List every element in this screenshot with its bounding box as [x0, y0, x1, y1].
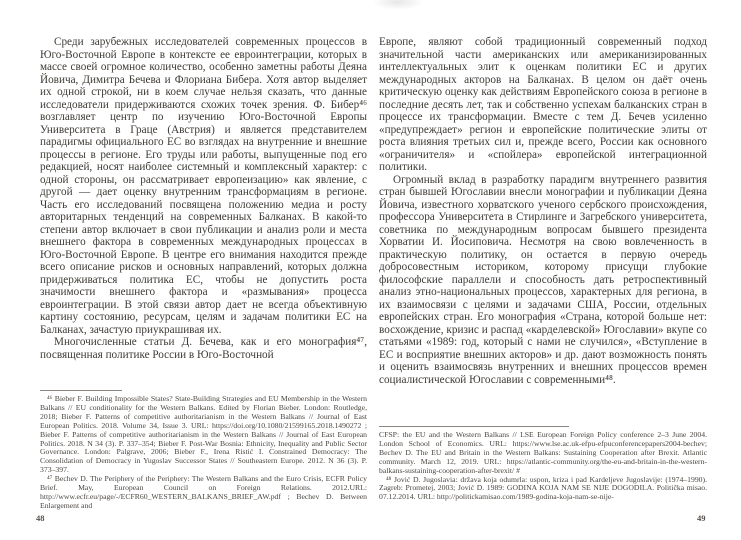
- page-left: [40, 36, 367, 516]
- body-paragraph: Огромный вклад в разработку парадигм внутреннего развития стран бывшей Югославии внесли монографии и публикации Деяна Йовича, известного хорватского ученого сербского происхождения, профессора Университета в Стирлинге и Загребского университета, советника по международным вопросам бывшего президента Хорватии И. Йосиповича. Несмотря на свою вовлеченность в практическую политику, он остается в первую очередь добросовестным историком, которому присущи глубокие философские параллели и способность дать ретроспективный анализ этно-национальных процессов, характерных для региона, в их взаимосвязи с целями и задачами США, России, отдельных европейских стран. Его монография «Страна, которой больше нет: восхождение, кризис и распад «карделевской» Югославии» вкупе со статьями «1989: год, который с нами не случился», «Вступление в ЕС и восприятие внешних акторов» и др. дают возможность понять и оценить взаимосвязь внутренних и внешних процессов времен социалистической Югославии с современными⁴⁸.: [379, 173, 707, 386]
- footnote-separator: [379, 426, 569, 427]
- footnote: ⁴⁶ Bieber F. Building Impossible States? State-Building Strategies and EU Membership in the Western Balkans // EU conditionality for the Western Balkans. Edited by Florian Bieber. London: Routledge, 2018; Bieber F. Patterns of competitive authoritarianism in the Western Balkans // Journal of East European Politics. 2018. Volume 34, Issue 3. URL: https://doi.org/10.1080/21599165.2018.1490272 ; Bieber F. Patterns of competitive authoritarianism in the Western Balkans // Journal of East European Politics. 2018. N 34 (3). P. 337–354; Bieber F. Post-War Bosnia: Ethnicity, Inequality and Public Sector Governance. London: Palgrave, 2006; Bieber F., Irena Ristić I. Constrained Democracy: The Consolidation of Democracy in Yugoslav Successor States // Southeastern Europe. 2012. N 36 (3). P. 373–397.: [40, 394, 367, 475]
- body-paragraph: Среди зарубежных исследователей современных процессов в Юго-Восточной Европе в контексте ее евроинтеграции, которых в массе своей огромное количество, особенно заметны работы Деяна Йовича, Димитра Бечева и Флориана Бибера. Хотя автор выделяет их одной строкой, ни в коем случае нельзя сказать, что данные исследователи придерживаются схожих точек зрения. Ф. Бибер⁴⁶ возглавляет центр по изучению Юго-Восточной Европы Университета в Граце (Австрия) и является представителем парадигмы официального ЕС во взглядах на внутренние и внешние процессы в регионе. Его труды или работы, выпущенные под его редакцией, носят наиболее системный и комплексный характер: с одной стороны, он рассматривает европеизацию» как явление, с другой — дает оценку внутренним трансформациям в регионе. Часть его исследований посвящена положению медиа и росту авторитарных тенденций на современных Балканах. В какой-то степени автор включает в свои публикации и анализ роли и места внешнего фактора в современных международных процессах в Юго-Восточной Европе. В центре его внимания находится прежде всего описание рисков и основных направлений, которых должна придерживаться политика ЕС, чтобы не допустить роста значимости внешнего фактора и «размывания» процесса евроинтеграции. В этой связи автор дает не всегда объективную картину состоянию, ресурсам, целям и задачам политики ЕС на Балканах, зачастую приукрашивая их.: [40, 36, 367, 336]
- footnote-separator: [40, 390, 122, 391]
- page-left-footnotes: [40, 390, 367, 511]
- footnote: ⁴⁷ Bechev D. The Periphery of the Periphery: The Western Balkans and the Euro Crisis, ECFR Policy Brief. May, European Council on Foreign Relations. 2012.URL: http://www.ecfr.eu/page/-/ECFR60_WESTERN_BALKANS_BRIEF_AW.pdf ; Bechev D. Between Enlargement and: [40, 474, 367, 510]
- page-right: [379, 36, 707, 516]
- page-right-footnotes: [379, 426, 707, 502]
- scan-artifact: [372, 0, 424, 10]
- page-number-left: 48: [36, 513, 45, 523]
- body-paragraph: Европе, являют собой традиционный современный подход значительной части американских или американизированных интеллектуальных элит к оценкам политики ЕС и других международных акторов на Балканах. В целом он даёт очень критическую оценку как действиям Европейского союза в регионе в последние десять лет, так и собственно успехам балканских стран в процессе их трансформации. Вместе с тем Д. Бечев усиленно «предупреждает» регион и европейские политические элиты от роста влияния третьих сил и, прежде всего, России как основного «ограничителя» и «спойлера» европейской интеграционной политики.: [379, 36, 707, 173]
- page-number-right: 49: [697, 513, 706, 523]
- footnote-continuation: CFSP: the EU and the Western Balkans // LSE European Foreign Policy conference 2–3 June 2004. London School of Economics. URL: https://www.lse.ac.uk-efpu-efpuconferencepapers2004-bechev; Bechev D. The EU and Britain in the Western Balkans: Sustaining Cooperation after Brexit. Atlantic community. March 12, 2019. URL: https://atlantic-community.org/the-eu-and-britain-in-the-western-balkans-sustaining-cooperation-after-brexit/ #: [379, 430, 707, 475]
- page-left-body: [40, 36, 367, 361]
- page-right-body: [379, 36, 707, 386]
- body-paragraph: Многочисленные статьи Д. Бечева, как и его монография⁴⁷, посвященная политике России в Юго-Восточной: [40, 336, 367, 361]
- footnote: ⁴⁸ Jović D. Jugoslavia: država koja odumrla: uspon, kriza i pad Kardeljeve Jugoslavije: (1974–1990). Zagreb: Prometej, 2003; Jović D. 1989: GODINA KOJA NAM SE NIJE DOGODILA. Politička misao. 07.12.2014. URL: http://politickamisao.com/1989-godina-koja-nam-se-nije-: [379, 474, 707, 502]
